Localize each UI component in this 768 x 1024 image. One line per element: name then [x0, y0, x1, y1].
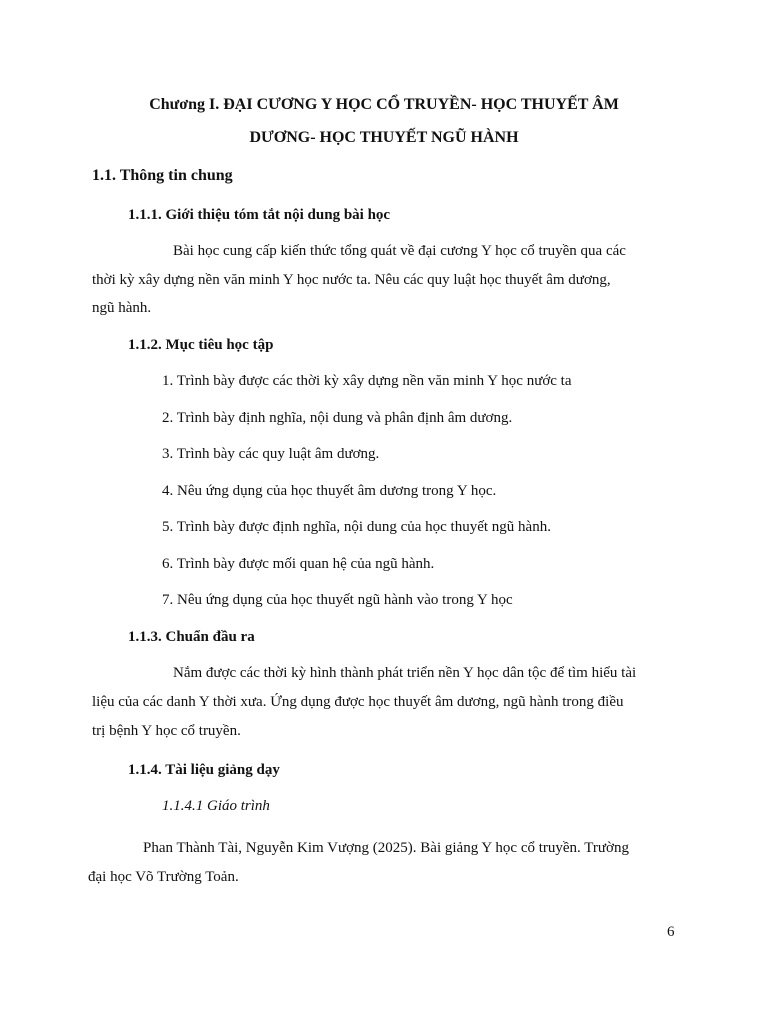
sub-heading-textbook: 1.1.4.1 Giáo trình	[162, 798, 270, 814]
objective-item: 3. Trình bày các quy luật âm dương.	[162, 446, 380, 462]
objective-item: 5. Trình bày được định nghĩa, nội dung của học thuyết ngũ hành.	[162, 519, 551, 535]
intro-paragraph-line-1: Bài học cung cấp kiến thức tổng quát về đại cương Y học cổ truyền qua các	[173, 243, 626, 259]
chapter-title-line-2: DƯƠNG- HỌC THUYẾT NGŨ HÀNH	[249, 129, 519, 146]
objective-item: 2. Trình bày định nghĩa, nội dung và phân định âm dương.	[162, 410, 513, 426]
intro-paragraph-line-3: ngũ hành.	[92, 300, 152, 316]
outcome-paragraph-line-3: trị bệnh Y học cổ truyền.	[92, 723, 241, 739]
page-number: 6	[667, 924, 675, 940]
section-heading-1-1-1: 1.1.1. Giới thiệu tóm tắt nội dung bài học	[128, 207, 391, 223]
objective-item: 6. Trình bày được mối quan hệ của ngũ hành.	[162, 556, 435, 572]
objective-item: 1. Trình bày được các thời kỳ xây dựng nền văn minh Y học nước ta	[162, 373, 572, 389]
section-heading-1-1: 1.1. Thông tin chung	[92, 167, 233, 184]
chapter-title-line-1: Chương I. ĐẠI CƯƠNG Y HỌC CỔ TRUYỀN- HỌC THUYẾT ÂM	[149, 96, 619, 113]
outcome-paragraph-line-1: Nắm được các thời kỳ hình thành phát triển nền Y học dân tộc để tìm hiểu tài	[173, 665, 637, 681]
section-heading-1-1-4: 1.1.4. Tài liệu giảng dạy	[128, 762, 280, 778]
section-heading-1-1-2: 1.1.2. Mục tiêu học tập	[128, 337, 274, 353]
objective-item: 7. Nêu ứng dụng của học thuyết ngũ hành vào trong Y học	[162, 592, 513, 608]
section-heading-1-1-3: 1.1.3. Chuẩn đầu ra	[128, 629, 255, 645]
reference-line-1: Phan Thành Tài, Nguyễn Kim Vượng (2025). Bài giảng Y học cổ truyền. Trường	[143, 840, 629, 856]
intro-paragraph-line-2: thời kỳ xây dựng nền văn minh Y học nước ta. Nêu các quy luật học thuyết âm dương,	[92, 272, 611, 288]
reference-line-2: đại học Võ Trường Toản.	[88, 869, 239, 885]
outcome-paragraph-line-2: liệu của các danh Y thời xưa. Ứng dụng được học thuyết âm dương, ngũ hành trong điều	[92, 694, 624, 710]
objective-item: 4. Nêu ứng dụng của học thuyết âm dương trong Y học.	[162, 483, 497, 499]
